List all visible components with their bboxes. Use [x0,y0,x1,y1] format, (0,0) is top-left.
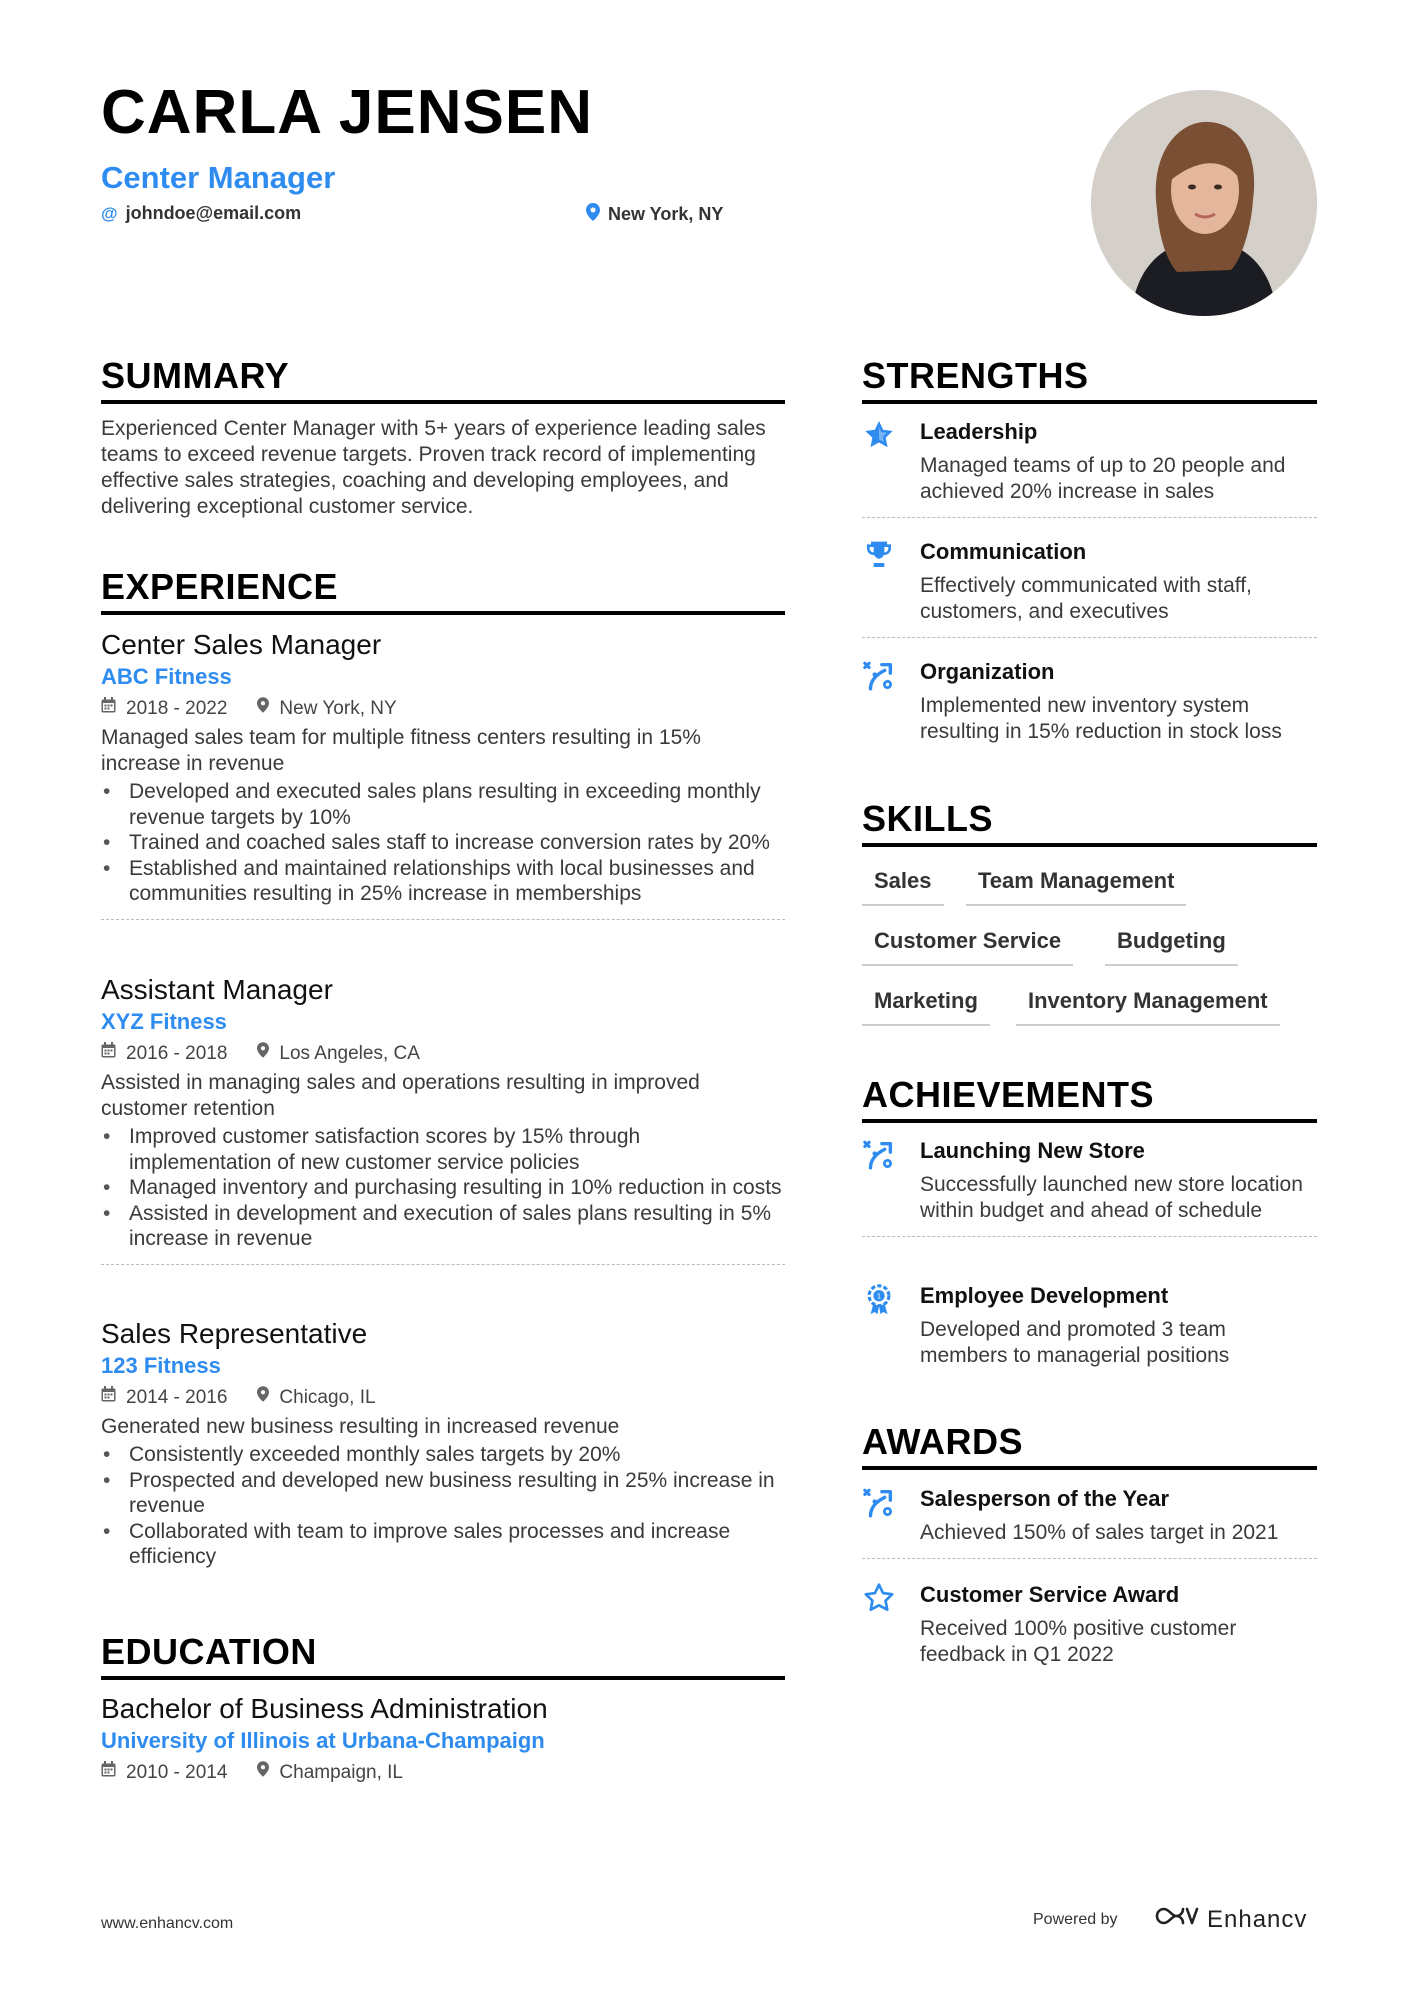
powered-by-label: Powered by [1033,1911,1118,1928]
bullet-item: • Assisted in development and execution of sales plans resulting in 5% increase in revenue [101,1201,785,1252]
job-description: Assisted in managing sales and operations resulting in improved customer retention [101,1071,700,1120]
location-text: New York, NY [608,204,724,224]
strength-description: Managed teams of up to 20 people and achieved 20% increase in sales [920,454,1286,503]
company-name: XYZ Fitness [101,1009,227,1034]
experience-entry [101,628,785,920]
map-pin-icon [586,203,600,226]
job-title: Assistant Manager [101,974,333,1005]
award-description: Received 100% positive customer feedback in Q1 2022 [920,1617,1237,1666]
experience-heading: EXPERIENCE [101,567,785,615]
award-title: Salesperson of the Year [920,1486,1170,1511]
job-bullets [101,779,785,907]
bullet-item: • Collaborated with team to improve sales processes and increase efficiency [101,1519,785,1570]
calendar-icon [101,1385,116,1411]
degree-title: Bachelor of Business Administration [101,1693,548,1724]
strategy-icon [862,1484,920,1546]
education-meta [101,1760,785,1786]
skill-tag: Customer Service [862,926,1073,966]
job-location: Chicago, IL [279,1387,376,1408]
calendar-icon [101,1041,116,1067]
award-description: Achieved 150% of sales target in 2021 [920,1521,1279,1544]
map-pin-icon [257,1385,269,1411]
job-meta [101,696,785,722]
achievement-item [862,1136,1317,1237]
email-text: johndoe@email.com [125,203,302,223]
job-meta [101,1041,785,1067]
company-name: 123 Fitness [101,1353,221,1378]
strength-title: Communication [920,539,1087,564]
job-title: Sales Representative [101,1318,368,1349]
star-outline-icon [862,1580,920,1668]
footer-url[interactable]: www.enhancv.com [101,1915,234,1932]
education-dates: 2010 - 2014 [126,1762,228,1783]
medal-icon [862,1281,920,1369]
strategy-icon [862,657,920,745]
bullet-item: • Managed inventory and purchasing resulting in 10% reduction in costs [101,1175,785,1201]
achievement-title: Employee Development [920,1283,1169,1308]
strength-item [862,537,1317,638]
achievement-description: Successfully launched new store location within budget and ahead of schedule [920,1173,1303,1222]
bullet-item: • Developed and executed sales plans resulting in exceeding monthly revenue targets by 10% [101,779,785,830]
job-description: Managed sales team for multiple fitness centers resulting in 15% increase in revenue [101,726,701,775]
job-meta [101,1385,785,1411]
strength-item [862,657,1317,745]
job-description: Generated new business resulting in increased revenue [101,1415,620,1438]
bullet-item: • Improved customer satisfaction scores by 15% through implementation of new customer service policies [101,1124,785,1175]
job-title: Center Sales Manager [101,629,382,660]
skill-tag: Inventory Management [1016,986,1280,1026]
job-dates: 2014 - 2016 [126,1387,228,1408]
skill-tag: Budgeting [1105,926,1238,966]
star-icon [862,417,920,505]
contact-location [586,203,723,226]
experience-entry [101,973,785,1265]
map-pin-icon [257,696,269,722]
strength-title: Leadership [920,419,1038,444]
skill-tag: Sales [862,866,944,906]
strengths-heading: STRENGTHS [862,356,1317,404]
profile-photo [1091,90,1317,316]
strategy-icon [862,1136,920,1224]
award-item [862,1484,1317,1559]
calendar-icon [101,1760,116,1786]
skill-tag: Marketing [862,986,990,1026]
brand-logo[interactable] [1153,1904,1307,1935]
skill-tag: Team Management [966,866,1186,906]
bullet-item: • Trained and coached sales staff to increase conversion rates by 20% [101,830,785,856]
contact-email[interactable] [101,203,301,224]
education-location: Champaign, IL [279,1762,403,1783]
strength-title: Organization [920,659,1055,684]
map-pin-icon [257,1041,269,1067]
at-icon: @ [101,203,118,223]
company-name: ABC Fitness [101,664,232,689]
summary-text: Experienced Center Manager with 5+ years of experience leading sales teams to exceed revenue targets. Proven track record of implementing effective sales strategies, coaching and developing employees, and delivering exceptional customer service. [101,417,766,518]
school-name: University of Illinois at Urbana-Champaign [101,1728,545,1753]
strength-item [862,417,1317,518]
achievement-description: Developed and promoted 3 team members to managerial positions [920,1318,1230,1367]
job-location: Los Angeles, CA [279,1043,420,1064]
education-entry [101,1692,785,1786]
skills-heading: SKILLS [862,799,1317,847]
summary-heading: SUMMARY [101,356,785,404]
awards-heading: AWARDS [862,1422,1317,1470]
job-bullets [101,1442,785,1570]
achievement-item [862,1281,1317,1369]
experience-entry [101,1317,785,1570]
candidate-role: Center Manager [101,160,336,195]
calendar-icon [101,696,116,722]
job-location: New York, NY [279,698,397,719]
job-dates: 2016 - 2018 [126,1043,228,1064]
trophy-icon [862,537,920,625]
achievement-title: Launching New Store [920,1138,1145,1163]
enhancv-logo-icon [1153,1904,1199,1935]
brand-name: Enhancv [1207,1905,1308,1933]
education-heading: EDUCATION [101,1632,785,1680]
award-item [862,1580,1317,1668]
job-bullets [101,1124,785,1252]
strength-description: Implemented new inventory system resulting in 15% reduction in stock loss [920,694,1282,743]
award-title: Customer Service Award [920,1582,1180,1607]
achievements-heading: ACHIEVEMENTS [862,1075,1317,1123]
candidate-name: CARLA JENSEN [101,78,593,147]
svg-text:1: 1 [876,1291,882,1301]
strength-description: Effectively communicated with staff, customers, and executives [920,574,1252,623]
job-dates: 2018 - 2022 [126,698,228,719]
bullet-item: • Consistently exceeded monthly sales targets by 20% [101,1442,785,1468]
bullet-item: • Established and maintained relationships with local businesses and communities resulting in 25% increase in memberships [101,856,785,907]
map-pin-icon [257,1760,269,1786]
bullet-item: • Prospected and developed new business resulting in 25% increase in revenue [101,1468,785,1519]
